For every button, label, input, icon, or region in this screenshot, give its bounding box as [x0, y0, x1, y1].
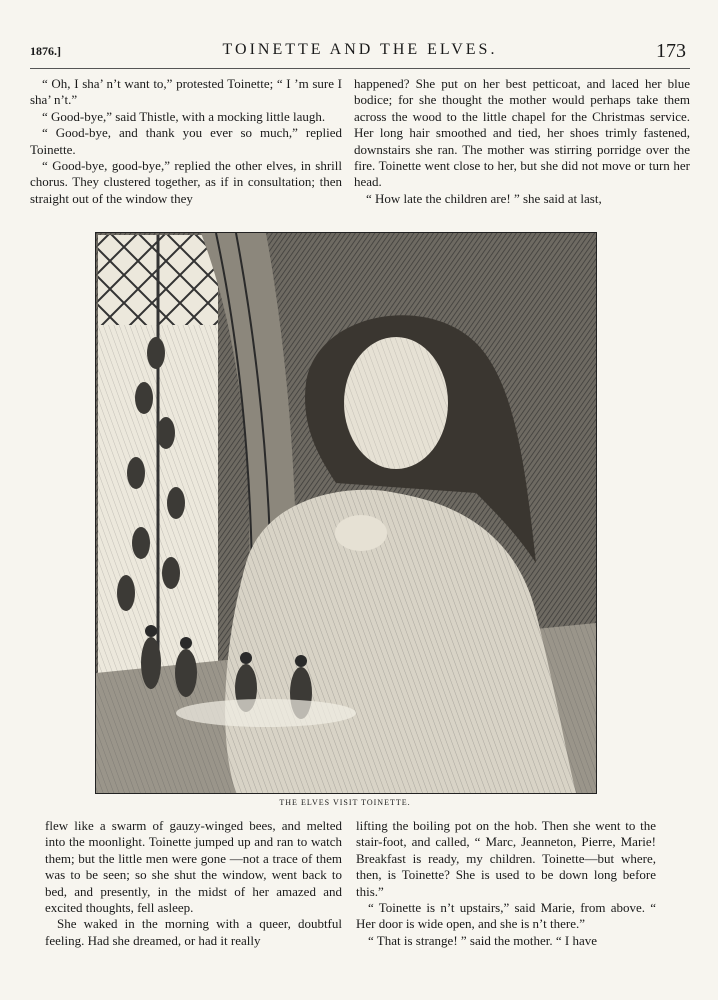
paragraph: flew like a swarm of gauzy-winged bees, and melted into the moonlight. Toinette jumped up and ran to watch them; but the little men were gone —not a trace of them was to be seen; so she shut the window, went back to bed, and presently, in the midst of her amazed and excited thoughts, fell asleep.	[45, 818, 342, 916]
page-number: 173	[656, 40, 686, 62]
paragraph: She waked in the morning with a queer, doubtful feeling. Had she dreamed, or had it really	[45, 916, 342, 948]
paragraph: “ How late the children are! ” she said at last,	[366, 190, 602, 206]
paragraph: “ Oh, I sha’ n’t want to,” protested Toinette; “ I ’m sure I sha’ n’t.”	[30, 76, 342, 108]
right-column-top	[354, 76, 690, 207]
left-column-top	[30, 76, 342, 207]
illustration-caption: THE ELVES VISIT TOINETTE.	[279, 798, 411, 807]
header-title: TOINETTE AND THE ELVES.	[222, 41, 498, 58]
paragraph: “ That is strange! ” said the mother. “ I have	[368, 932, 597, 948]
right-column-bottom	[356, 818, 656, 949]
elves-visit-toinette-image	[96, 233, 596, 793]
paragraph: “ Good-bye, and thank you ever so much,” replied Toinette.	[30, 125, 342, 157]
paragraph: lifting the boiling pot on the hob. Then she went to the stair-foot, and called, “ Marc, Jeanneton, Pierre, Marie! Breakfast is ready, my children. Toinette—but where, then, is Toinette? She is used to be down long before this.”	[356, 818, 656, 899]
header-date: 1876.]	[30, 44, 61, 58]
engraving-illustration	[95, 232, 597, 794]
header-rule	[30, 68, 690, 69]
left-column-bottom	[45, 818, 342, 949]
paragraph: “ Toinette is n’t upstairs,” said Marie, from above. “ Her door is wide open, and she is n’t there.”	[356, 900, 656, 932]
running-header	[30, 40, 690, 68]
paragraph: happened? She put on her best petticoat, and laced her blue bodice; for she thought the mother would perhaps take them across the wood to the little chapel for the Christmas service. Her long hair smoothed and tied, her shoes trimly fastened, downstairs she ran. The mother was stirring porridge over the fire. Toinette went close to her, but she did not move or turn her head.	[354, 76, 690, 190]
paragraph: “ Good-bye, good-bye,” replied the other elves, in shrill chorus. They clustered together, as if in consultation; then straight out of the window they	[30, 158, 342, 206]
paragraph: “ Good-bye,” said Thistle, with a mocking little laugh.	[42, 108, 326, 124]
